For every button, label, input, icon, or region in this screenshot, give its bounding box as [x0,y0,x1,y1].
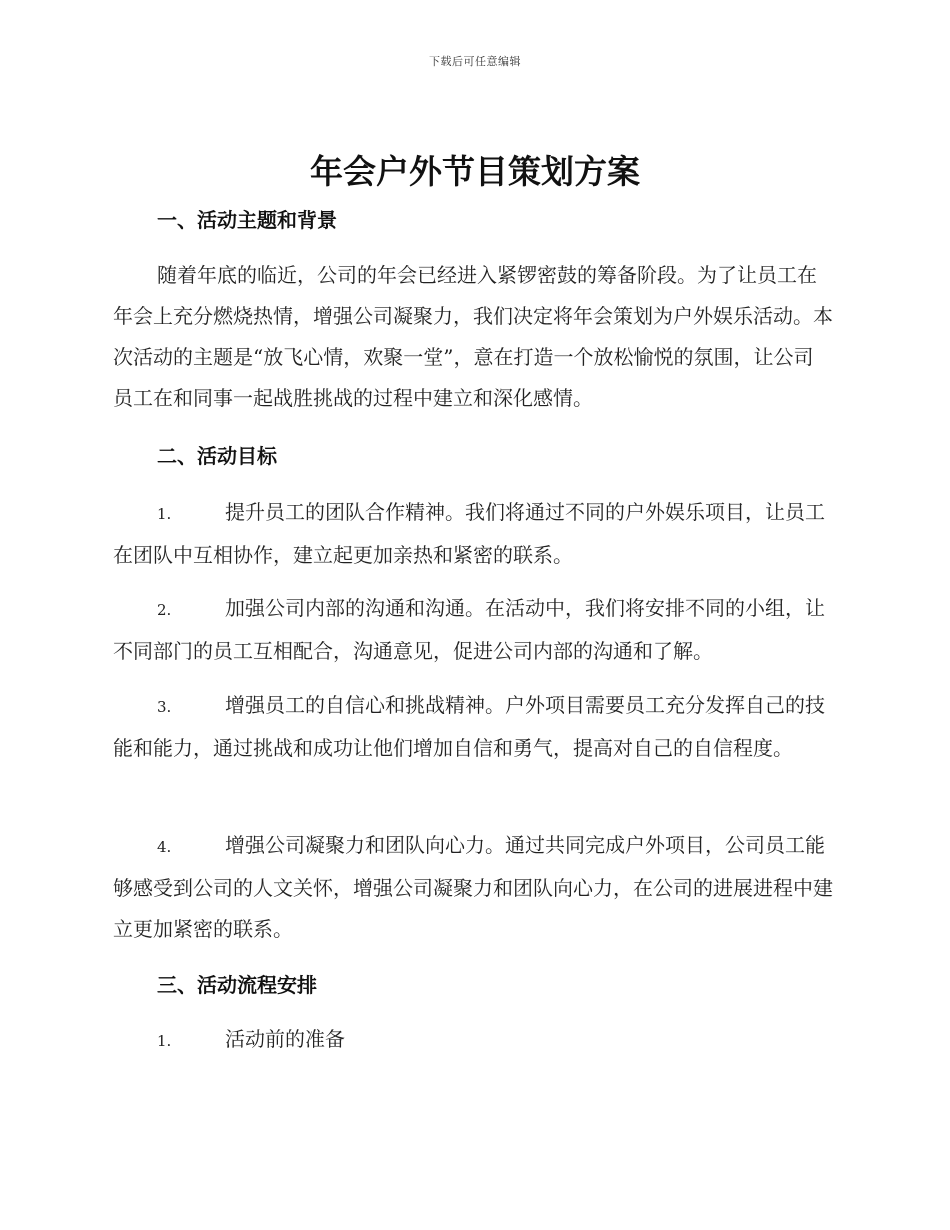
list-item-number: 1. [157,505,172,523]
list-item-number: 4. [157,838,172,856]
list-item [113,492,833,576]
list-item-number: 3. [157,698,172,716]
list-item-text: 加强公司内部的沟通和沟通。在活动中，我们将安排不同的小组，让不同部门的员工互相配合，沟通意见，促进公司内部的沟通和了解。 [113,596,825,663]
list-item [113,588,833,672]
list-item [113,685,833,769]
list-item-text: 增强员工的自信心和挑战精神。户外项目需要员工充分发挥自己的技能和能力，通过挑战和成功让他们增加自信和勇气，提高对自己的自信程度。 [113,693,825,760]
list-item [113,825,833,950]
list-item-text: 活动前的准备 [225,1027,345,1051]
section-heading-schedule: 三、活动流程安排 [157,973,317,997]
list-item-text: 增强公司凝聚力和团队向心力。通过共同完成户外项目，公司员工能够感受到公司的人文关怀，增强公司凝聚力和团队向心力，在公司的进展进程中建立更加紧密的联系。 [113,833,833,941]
section-paragraph-theme [113,255,833,419]
paragraph-text: 随着年底的临近，公司的年会已经进入紧锣密鼓的筹备阶段。为了让员工在年会上充分燃烧热情，增强公司凝聚力，我们决定将年会策划为户外娱乐活动。本次活动的主题是“放飞心情，欢聚一堂”，意在打造一个放松愉悦的氛围，让公司员工在和同事一起战胜挑战的过程中建立和深化感情。 [113,263,833,410]
section-heading-goals: 二、活动目标 [157,444,277,468]
list-item-text: 提升员工的团队合作精神。我们将通过不同的户外娱乐项目，让员工在团队中互相协作，建立起更加亲热和紧密的联系。 [113,500,825,567]
list-item-number: 2. [157,601,172,619]
list-item-number: 1. [157,1032,172,1050]
header-note: 下载后可任意编辑 [429,55,521,68]
document-title: 年会户外节目策划方案 [310,152,640,191]
list-item [113,1019,833,1062]
section-heading-theme: 一、活动主题和背景 [157,208,337,232]
